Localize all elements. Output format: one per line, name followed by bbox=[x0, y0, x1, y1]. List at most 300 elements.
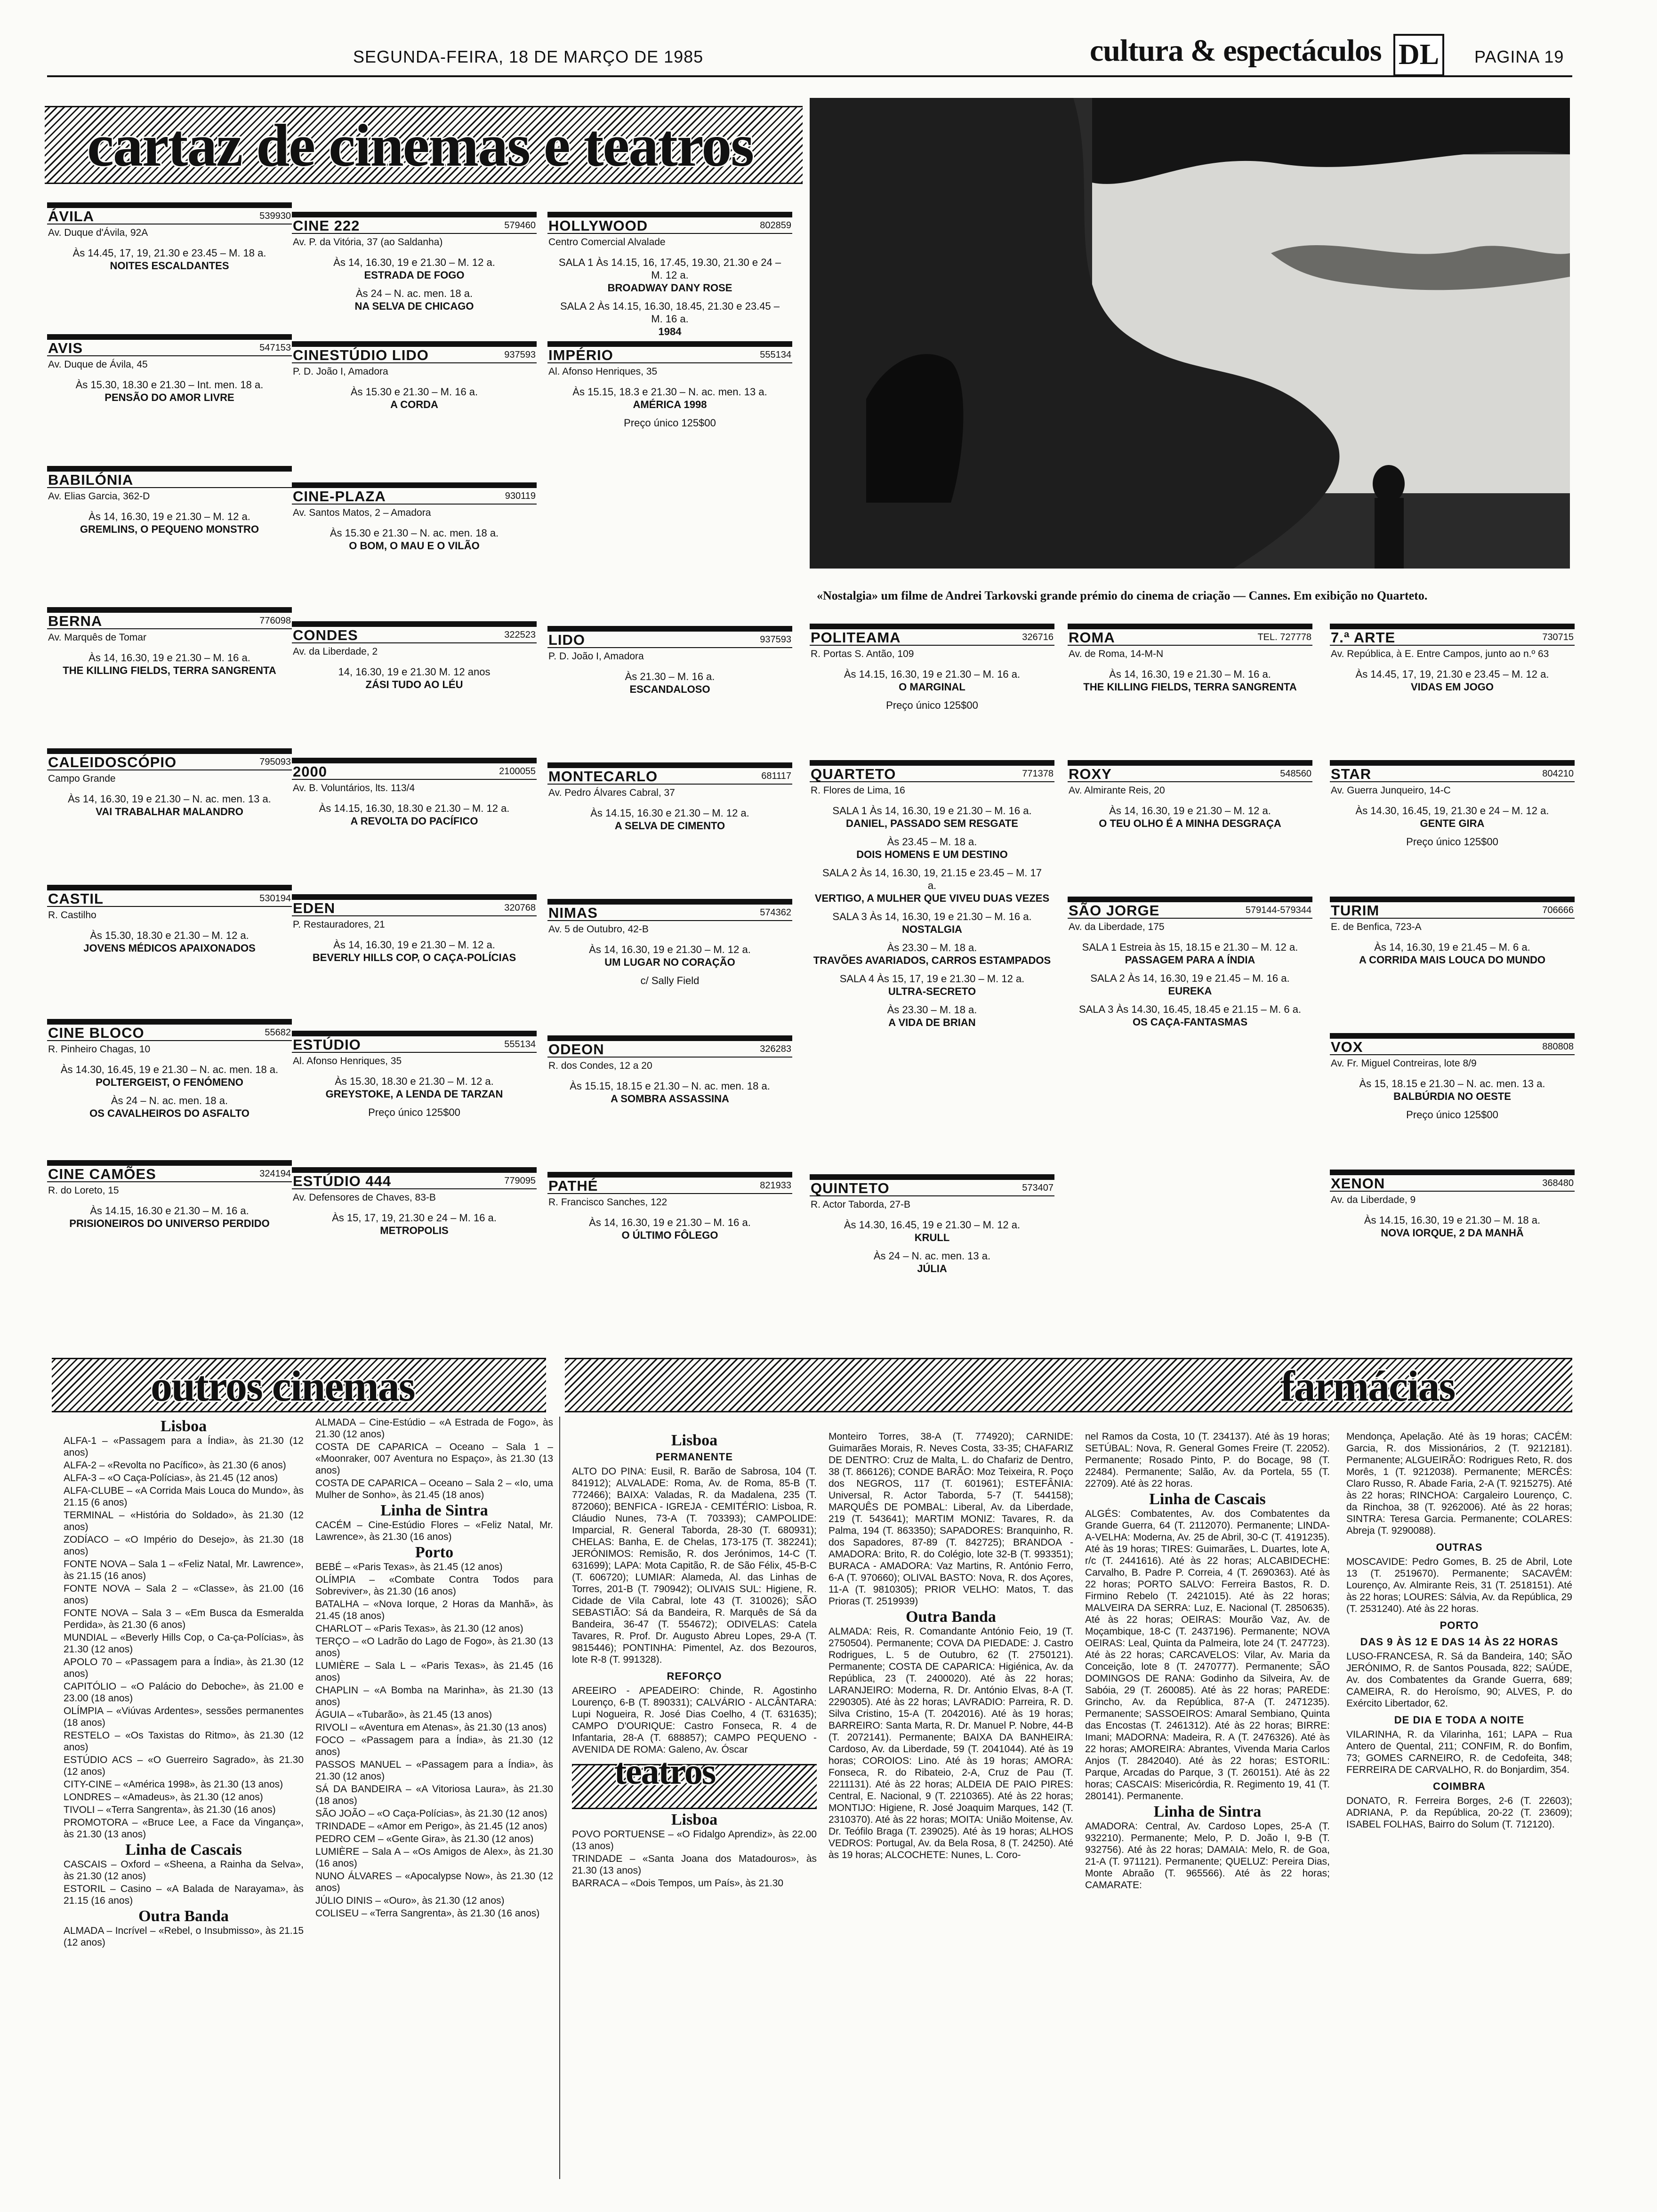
cinema-listing bbox=[47, 748, 292, 818]
film-title: OS CAVALHEIROS DO ASFALTO bbox=[89, 1107, 249, 1119]
film-title: POLTERGEIST, O FENÓMENO bbox=[96, 1076, 243, 1088]
film-title: TRAVÕES AVARIADOS, CARROS ESTAMPADOS bbox=[813, 954, 1051, 966]
film-title: JOVENS MÉDICOS APAIXONADOS bbox=[83, 942, 256, 954]
cinema-phone: 795093 bbox=[259, 757, 291, 767]
listing-entry: TIVOLI – «Terra Sangrenta», às 21.30 (16 anos) bbox=[64, 1804, 276, 1815]
farmacias-col-1 bbox=[572, 1431, 817, 1890]
listing-entry: TRINDADE – «Amor em Perigo», às 21.45 (12 anos) bbox=[315, 1821, 547, 1832]
cinema-address: R. Flores de Lima, 16 bbox=[811, 785, 905, 796]
cinema-header bbox=[1330, 1175, 1575, 1192]
film-title: UM LUGAR NO CORAÇÃO bbox=[604, 956, 735, 968]
region-heading: Lisboa bbox=[160, 1418, 207, 1435]
film-title: 1984 bbox=[658, 326, 682, 337]
listing-entry: FONTE NOVA – Sala 2 – «Classe», às 21.00 (16 anos) bbox=[64, 1583, 304, 1606]
listing-rule bbox=[47, 202, 292, 208]
cinema-address: Av. Defensores de Chaves, 83-B bbox=[293, 1192, 436, 1203]
header-date: SEGUNDA-FEIRA, 18 DE MARÇO DE 1985 bbox=[353, 47, 704, 66]
listing-entry: nel Ramos da Costa, 10 (T. 234137). Até às 19 horas; SETÚBAL: Nova, R. General Gomes Freire (T. 22052). Permanente; Rosado Pinto, P. do Bocage, 98 (T. 22484). Permanente; Salão, Av. da Portela, 55 (T. 22709). Até às 22 horas. bbox=[1085, 1431, 1330, 1489]
subsection-heading: PORTO bbox=[1440, 1619, 1479, 1631]
outros-banner bbox=[52, 1358, 546, 1412]
showtimes: Às 23.30 – M. 18 a. bbox=[887, 942, 977, 954]
cinema-name: ÁVILA bbox=[48, 208, 94, 224]
listing-entry: BARRACA – «Dois Tempos, um País», às 21.30 bbox=[572, 1878, 783, 1889]
showtimes: Às 15.30, 18.30 e 21.30 – Int. men. 18 a. bbox=[75, 379, 264, 391]
listing-entry: ZODÍACO – «O Império do Desejo», às 21.30 (18 anos) bbox=[64, 1534, 304, 1557]
showtimes: Às 14.45, 17, 19, 21.30 e 23.45 – M. 18 a. bbox=[72, 247, 266, 259]
cinema-address: Av. Santos Matos, 2 – Amadora bbox=[293, 507, 431, 518]
listing-rule bbox=[1330, 624, 1575, 629]
showtimes: Às 14, 16.30, 19 e 21.45 – M. 6 a. bbox=[1374, 941, 1530, 953]
listing-rule bbox=[810, 624, 1054, 629]
cinema-phone: 804210 bbox=[1542, 769, 1574, 779]
film-title: GREYSTOKE, A LENDA DE TARZAN bbox=[325, 1088, 503, 1100]
film-title: BEVERLY HILLS COP, O CAÇA-POLÍCIAS bbox=[312, 952, 516, 963]
showtimes: Às 14, 16.30, 19 e 21.30 – M. 12 a. bbox=[333, 939, 495, 951]
film-title: VERTIGO, A MULHER QUE VIVEU DUAS VEZES bbox=[814, 892, 1050, 904]
cinema-name: PATHÉ bbox=[548, 1178, 598, 1194]
listing-entry: Mendonça, Apelação. Até às 19 horas; CACÉM: Garcia, R. dos Missionários, 2 (T. 9212181). Permanente; ALGUEIRÃO: Rodrigues Reto, R. dos Morês, 1 (T. 9212038). Permanente; MERCÊS: Claro Russo, R. Abade Faria, 2-A (T. 9215275). Até às 22 horas; RINCHOA: Cargaleiro Lourenço, C. da Rinchoa, 38 (T. 9262006). Até às 22 horas; SINTRA: Teresa Garcia. Permanente; COLARES: Abreja (T. 9290088). bbox=[1346, 1431, 1572, 1536]
listing-entry: ALMADA: Reis, R. Comandante António Feio, 19 (T. 2750504). Permanente; COVA DA PIEDADE: J. Castro Rodrigues, L. 5 de Outubro, 62 (T. 2750121). Permanente; COSTA DE CAPARICA: Higiénica, Av. da República, 23 (T. 2400020). Até às 22 horas; LARANJEIRO: Moderna, R. Dr. António Elvas, 8-A (T. 2290305). Até às 22 horas; LAVRADIO: Parreira, R. D. Silva Cristino, 15-A (T. 2042016). Até às 19 horas; BARREIRO: Santa Marta, R. Dr. Manuel P. Nobre, 44-B (T. 2072141). Permanente; BAIXA DA BANHEIRA: Cardoso, Av. da Liberdade, 59 (T. 2041044). Até às 19 horas; COROIOS: Lino. Até às 19 horas; AMORA: Fonseca, R. do Ribateio, 2-A, Cruz de Pau (T. 2211131). Até às 22 horas; ALDEIA DE PAIO PIRES: Central, E. Nacional, 9 (T. 2210365). Até às 22 horas; MONTIJO: Higiene, R. José Joaquim Marques, 142 (T. 2310370). Até às 22 horas; MOITA: União Moitense, Av. Dr. Teófilo Braga (T. 239025). Até às 19 horas; ALHOS VEDROS: Portugal, Av. da Bela Rosa, 8 (T. 24250). Até às 19 horas; ALCOCHETE: Nunes, L. Coro- bbox=[828, 1626, 1073, 1860]
showtimes: Às 15.30 e 21.30 – M. 16 a. bbox=[350, 386, 478, 398]
region-heading: Linha de Sintra bbox=[1153, 1803, 1262, 1820]
cinema-header bbox=[292, 900, 537, 916]
cinema-header bbox=[1068, 766, 1312, 782]
cinema-listing bbox=[292, 341, 537, 411]
showtimes: Às 14, 16.30, 19 e 21.30 – M. 12 a. bbox=[1109, 805, 1271, 817]
cinema-header bbox=[47, 208, 292, 224]
listing-rule bbox=[810, 1174, 1054, 1180]
showtimes: Às 24 – N. ac. men. 13 a. bbox=[873, 1250, 991, 1262]
film-title: A SELVA DE CIMENTO bbox=[614, 820, 725, 832]
film-title: OS CAÇA-FANTASMAS bbox=[1132, 1016, 1248, 1028]
cinema-listing bbox=[1330, 1170, 1575, 1239]
listing-entry: AMADORA: Central, Av. Cardoso Lopes, 25-A (T. 932210). Permanente; Melo, P. D. João I, 9-B (T. 932756). Até às 22 horas; DAMAIA: Melo, R. de Goa, 21-A (T. 971121). Permanente; QUELUZ: Pereira Dias, Monte Abraão (T. 965566). Até às 22 horas; CAMARATE: bbox=[1085, 1821, 1330, 1891]
cinema-phone: 776098 bbox=[259, 616, 291, 626]
showtimes: SALA 4 Às 15, 17, 19 e 21.30 – M. 12 a. bbox=[839, 973, 1025, 985]
cinema-header bbox=[547, 1041, 792, 1058]
cinema-listing bbox=[292, 212, 537, 313]
cinema-header bbox=[292, 488, 537, 505]
cinema-name: QUINTETO bbox=[811, 1180, 890, 1196]
showtimes: SALA 1 Estreia às 15, 18.15 e 21.30 – M. 12 a. bbox=[1082, 941, 1298, 953]
subsection-heading: DAS 9 ÀS 12 E DAS 14 ÀS 22 HORAS bbox=[1360, 1636, 1559, 1648]
cinema-phone: 55682 bbox=[265, 1027, 291, 1038]
listing-rule bbox=[292, 1031, 537, 1036]
listing-entry: ALFA-2 – «Revolta no Pacífico», às 21.30 (6 anos) bbox=[64, 1460, 286, 1471]
film-title: VAI TRABALHAR MALANDRO bbox=[96, 806, 243, 817]
cinema-phone: 530194 bbox=[259, 893, 291, 904]
cinema-name: CINE 222 bbox=[293, 217, 360, 234]
cinema-phone: 880808 bbox=[1542, 1042, 1574, 1052]
showtimes: Às 14.45, 17, 19, 21.30 e 23.45 – M. 12 a. bbox=[1355, 668, 1549, 680]
showtimes: Às 15.30 e 21.30 – N. ac. men. 18 a. bbox=[330, 527, 499, 539]
outros-col-1 bbox=[64, 1417, 304, 1949]
showtimes: Às 15, 18.15 e 21.30 – N. ac. men. 13 a. bbox=[1359, 1078, 1545, 1090]
section-title: cultura & espectáculos bbox=[1090, 33, 1382, 68]
showtimes: Às 14, 16.30, 19 e 21.30 – M. 12 a. bbox=[589, 944, 751, 955]
region-heading: Lisboa bbox=[671, 1432, 718, 1449]
cinema-name: ROXY bbox=[1069, 766, 1112, 782]
cinema-phone: 574362 bbox=[760, 907, 791, 918]
listing-entry: CAPITÓLIO – «O Palácio do Deboche», às 21.00 e 23.00 (18 anos) bbox=[64, 1681, 304, 1704]
showtimes: Às 14.30, 16.45, 19 e 21.30 – M. 12 a. bbox=[844, 1219, 1021, 1231]
film-title: GENTE GIRA bbox=[1420, 817, 1485, 829]
film-title: THE KILLING FIELDS, TERRA SANGRENTA bbox=[63, 665, 276, 676]
photo-caption: «Nostalgia» um filme de Andrei Tarkovski grande prémio do cinema de criação — Cannes. Em exibição no Quarteto. bbox=[817, 589, 1428, 602]
cinema-address: Al. Afonso Henriques, 35 bbox=[293, 1056, 402, 1066]
listing-rule bbox=[1068, 624, 1312, 629]
cinema-phone: 771378 bbox=[1022, 769, 1054, 779]
cinema-name: EDEN bbox=[293, 900, 336, 916]
cinema-address: R. Actor Taborda, 27-B bbox=[811, 1199, 911, 1210]
cinema-header bbox=[292, 347, 537, 363]
cinema-header bbox=[47, 472, 292, 488]
cinema-address: Av. da Liberdade, 175 bbox=[1069, 922, 1165, 932]
listing-rule bbox=[547, 1035, 792, 1041]
showtimes: Às 14, 16.30, 19 e 21.30 – M. 16 a. bbox=[589, 1217, 751, 1228]
cinema-name: NIMAS bbox=[548, 905, 598, 921]
listing-entry: Monteiro Torres, 38-A (T. 774920); CARNIDE: Guimarães Morais, R. Neves Costa, 33-35; CHAFARIZ DE DENTRO: Cruz de Malta, L. do Chafariz de Dentro, 38 (T. 866126); CONDE BARÃO: Moz Teixeira, R. Poço dos NEGROS, 117 (T. 601961); ESTEFÂNIA: Universal, R. Actor Taborda, 5-7 (T. 544158); MARQUÊS DE POMBAL: Liberal, Av. da Liberdade, 219 (T. 543641); MARTIM MONIZ: Tavares, R. da Palma, 194 (T. 863350); SAPADORES: Branquinho, R. dos Sapadores, 87-89 (T. 842725); BRANDOA - AMADORA: Brito, R. do Colégio, lote 32-B (T. 993351); BURACA - AMADORA: Vaz Martins, R. António Ferro, 6-A (T. 970660); OLIVAL BASTO: Nova, R. dos Açores, 11-A (T. 9810305); PRIOR VELHO: Matos, T. das Prioras (T. 2519939) bbox=[828, 1431, 1073, 1607]
film-title: BROADWAY DANY ROSE bbox=[607, 282, 732, 294]
listing-rule bbox=[1330, 1170, 1575, 1175]
listing-rule bbox=[47, 607, 292, 613]
film-title: EUREKA bbox=[1168, 985, 1212, 997]
nostalgia-photo-svg bbox=[810, 98, 1570, 569]
cinema-address: Av. B. Voluntários, lts. 113/4 bbox=[293, 783, 415, 793]
cinema-listing bbox=[292, 621, 537, 691]
listing-rule bbox=[47, 334, 292, 340]
film-title: NOSTALGIA bbox=[902, 923, 962, 935]
cinema-phone: TEL. 727778 bbox=[1257, 632, 1311, 642]
showtimes: Às 14, 16.30, 19 e 21.30 – M. 12 a. bbox=[333, 256, 495, 268]
cinema-listing bbox=[1330, 624, 1575, 693]
cinema-name: CALEIDOSCÓPIO bbox=[48, 754, 177, 770]
cinema-listing bbox=[547, 899, 792, 987]
cinema-address: Av. República, à E. Entre Campos, junto ao n.º 63 bbox=[1331, 649, 1549, 659]
teatros-banner-title: teatros bbox=[614, 1751, 716, 1792]
listing-entry: CASCAIS – Oxford – «Sheena, a Rainha da Selva», às 21.30 (12 anos) bbox=[64, 1859, 304, 1882]
cinema-header bbox=[47, 1166, 292, 1182]
listing-entry: BEBÉ – «Paris Texas», às 21.45 (12 anos) bbox=[315, 1562, 503, 1572]
listing-entry: LUMIÈRE – Sala A – «Os Amigos de Alex», às 21.30 (16 anos) bbox=[315, 1846, 553, 1869]
cinema-header bbox=[1330, 629, 1575, 646]
film-title: ULTRA-SECRETO bbox=[888, 986, 976, 997]
cartaz-banner-title: cartaz de cinemas e teatros bbox=[87, 112, 754, 179]
cinema-phone: 779095 bbox=[504, 1176, 536, 1186]
farmacias-banner-title: farmácias bbox=[1280, 1362, 1455, 1410]
subsection-heading: REFORÇO bbox=[667, 1670, 722, 1682]
cinema-listing bbox=[292, 758, 537, 827]
cinema-phone: 579144-579344 bbox=[1245, 905, 1311, 915]
region-heading: Linha de Sintra bbox=[380, 1502, 488, 1519]
cinema-header bbox=[47, 1025, 292, 1041]
listing-entry: OLÍMPIA – «Combate Contra Todos para Sobreviver», às 21.30 (16 anos) bbox=[315, 1574, 553, 1597]
listing-rule bbox=[1330, 897, 1575, 902]
listing-entry: RIVOLI – «Aventura em Atenas», às 21.30 (13 anos) bbox=[315, 1722, 547, 1733]
film-title: O ÚLTIMO FÔLEGO bbox=[621, 1229, 718, 1241]
cinema-address: Av. P. da Vitória, 37 (ao Saldanha) bbox=[293, 237, 443, 248]
listing-entry: ALFA-3 – «O Caça-Polícias», às 21.45 (12 anos) bbox=[64, 1473, 278, 1483]
listing-rule bbox=[47, 1160, 292, 1166]
film-title: O BOM, O MAU E O VILÃO bbox=[349, 540, 480, 552]
listing-entry: VILARINHA, R. da Vilarinha, 161; LAPA – Rua Antero de Quental, 211; CONFIM, R. do Bonfim, 73; GOMES CARNEIRO, R. de Cedofeita, 348; FERREIRA DE CARVALHO, R. do Bonjardim, 354. bbox=[1346, 1729, 1572, 1775]
listing-entry: MUNDIAL – «Beverly Hills Cop, o Ca-ça-Polícias», às 21.30 (12 anos) bbox=[64, 1632, 304, 1655]
film-title: O MARGINAL bbox=[899, 681, 965, 693]
cinema-listing bbox=[47, 202, 292, 272]
listing-entry: RESTELO – «Os Taxistas do Ritmo», às 21.30 (12 anos) bbox=[64, 1730, 304, 1753]
listing-rule bbox=[1068, 897, 1312, 902]
outros-col-2 bbox=[315, 1417, 553, 1920]
cinema-header bbox=[47, 754, 292, 770]
subsection-heading: PERMANENTE bbox=[655, 1451, 733, 1463]
cinema-header bbox=[47, 613, 292, 629]
cinema-name: 7.ª ARTE bbox=[1331, 629, 1396, 646]
film-title: PENSÃO DO AMOR LIVRE bbox=[105, 392, 234, 403]
cinema-phone: 555134 bbox=[760, 350, 791, 360]
cinema-address: R. do Loreto, 15 bbox=[48, 1185, 119, 1196]
cinema-address: E. de Benfica, 723-A bbox=[1331, 922, 1422, 932]
listing-entry: SÁ DA BANDEIRA – «A Vitoriosa Laura», às 21.30 (18 anos) bbox=[315, 1784, 553, 1806]
listing-rule bbox=[1330, 760, 1575, 766]
cinema-phone: 322523 bbox=[504, 630, 536, 640]
listing-rule bbox=[547, 212, 792, 217]
listing-rule bbox=[547, 626, 792, 632]
listing-rule bbox=[547, 762, 792, 768]
film-title: NA SELVA DE CHICAGO bbox=[354, 300, 474, 312]
film-title: AMÉRICA 1998 bbox=[633, 399, 707, 410]
listing-entry: ESTORIL – Casino – «A Balada de Narayama», às 21.15 (16 anos) bbox=[64, 1883, 304, 1906]
film-title: NOVA IORQUE, 2 DA MANHÃ bbox=[1381, 1227, 1524, 1239]
cinema-name: BERNA bbox=[48, 613, 103, 629]
cinema-name: AVIS bbox=[48, 340, 83, 356]
outros-banner-title: outros cinemas bbox=[151, 1362, 415, 1410]
cinema-phone: 555134 bbox=[504, 1039, 536, 1050]
showtimes: Às 15.30, 18.30 e 21.30 – M. 12 a. bbox=[90, 930, 249, 941]
film-title: VIDAS EM JOGO bbox=[1410, 681, 1494, 693]
showtimes: Às 14.30, 16.45, 19, 21.30 e 24 – M. 12 a. bbox=[1355, 805, 1549, 817]
listing-rule bbox=[47, 466, 292, 472]
listing-entry: ALFA-1 – «Passagem para a Índia», às 21.30 (12 anos) bbox=[64, 1435, 304, 1458]
showtimes: Às 14.15, 16.30, 18.30 e 21.30 – M. 12 a. bbox=[319, 802, 510, 814]
cinema-name: CINE-PLAZA bbox=[293, 488, 386, 505]
showtimes: Às 24 – N. ac. men. 18 a. bbox=[111, 1095, 228, 1106]
film-title: METROPOLIS bbox=[380, 1225, 449, 1236]
cinema-listing bbox=[810, 1174, 1054, 1275]
listing-entry: TERMINAL – «História do Soldado», às 21.30 (12 anos) bbox=[64, 1510, 304, 1532]
cinema-phone: 802859 bbox=[760, 220, 791, 231]
cinema-listing bbox=[47, 1019, 292, 1120]
farmacias-col-4 bbox=[1346, 1431, 1572, 1831]
film-title: NOITES ESCALDANTES bbox=[110, 260, 229, 272]
subsection-heading: COIMBRA bbox=[1432, 1780, 1486, 1792]
listing-entry: FOCO – «Passagem para a Índia», às 21.30 (12 anos) bbox=[315, 1735, 553, 1757]
listing-entry: AREEIRO - APEADEIRO: Chinde, R. Agostinho Lourenço, 6-B (T. 890331); CALVÁRIO - ALCÂNTARA: Lupi Nogueira, R. José Dias Coelho, 4 (T. 631635); CAMPO D'OURIQUE: Castro Fonseca, R. 4 de Infantaria, 28-A (T. 688857); CAMPO PEQUENO - AVENIDA DE ROMA: Galeno, Av. Óscar bbox=[572, 1685, 817, 1755]
listing-entry: CHAPLIN – «A Bomba na Marinha», às 21.30 (13 anos) bbox=[315, 1685, 553, 1707]
cinema-address: Av. Almirante Reis, 20 bbox=[1069, 785, 1165, 796]
listing-entry: ALFA-CLUBE – «A Corrida Mais Louca do Mundo», às 21.15 (6 anos) bbox=[64, 1485, 304, 1508]
showtimes: Às 21.30 – M. 16 a. bbox=[625, 671, 715, 682]
cinema-header bbox=[292, 763, 537, 780]
film-title: THE KILLING FIELDS, TERRA SANGRENTA bbox=[1083, 681, 1297, 693]
film-title: ESTRADA DE FOGO bbox=[364, 269, 465, 281]
cinema-name: IMPÉRIO bbox=[548, 347, 613, 363]
cinema-address: Av. Marquês de Tomar bbox=[48, 632, 146, 643]
listing-rule bbox=[292, 212, 537, 217]
cinema-header bbox=[292, 627, 537, 643]
listing-entry: PASSOS MANUEL – «Passagem para a Índia», às 21.30 (12 anos) bbox=[315, 1759, 553, 1782]
cinema-address: R. Portas S. Antão, 109 bbox=[811, 649, 914, 659]
cinema-listing bbox=[47, 1160, 292, 1230]
film-title: ZÁSI TUDO AO LÉU bbox=[365, 679, 463, 690]
cinema-phone: 706666 bbox=[1542, 905, 1574, 915]
showtimes: Às 14, 16.30, 19 e 21.30 – M. 16 a. bbox=[88, 652, 250, 664]
cinema-address: Av. Guerra Junqueiro, 14-C bbox=[1331, 785, 1451, 796]
column-rule bbox=[559, 1417, 560, 2179]
cinema-name: CINE BLOCO bbox=[48, 1025, 145, 1041]
region-heading: Outra Banda bbox=[138, 1907, 229, 1925]
cinema-header bbox=[547, 905, 792, 921]
cinema-listing bbox=[547, 762, 792, 832]
showtimes: Preço único 125$00 bbox=[1406, 836, 1498, 848]
cinema-address: Av. de Roma, 14-M-N bbox=[1069, 649, 1164, 659]
cinema-phone: 320768 bbox=[504, 903, 536, 913]
cinema-header bbox=[547, 1178, 792, 1194]
showtimes: Às 23.30 – M. 18 a. bbox=[887, 1004, 977, 1016]
cinema-address: P. D. João I, Amadora bbox=[548, 651, 644, 662]
cinema-name: SÃO JORGE bbox=[1069, 902, 1160, 919]
cinema-header bbox=[1330, 766, 1575, 782]
cinema-address: Av. Duque d'Ávila, 92A bbox=[48, 227, 148, 238]
cinema-phone: 579460 bbox=[504, 220, 536, 231]
listing-entry: FONTE NOVA – Sala 3 – «Em Busca da Esmeralda Perdida», às 21.30 (6 anos) bbox=[64, 1608, 304, 1630]
listing-entry: LUSO-FRANCESA, R. Sá da Bandeira, 140; SÃO JERÓNIMO, R. de Santos Pousada, 822; SAÚDE, Av. dos Combatentes da Grande Guerra, 689; CAMEIRA, R. do Heroísmo, 90; ALVES, P. do Exército Libertador, 62. bbox=[1346, 1651, 1572, 1709]
film-title: ESCANDALOSO bbox=[629, 683, 710, 695]
cinema-listing bbox=[1330, 1033, 1575, 1121]
listing-entry: ESTÚDIO ACS – «O Guerreiro Sagrado», às 21.30 (12 anos) bbox=[64, 1755, 304, 1777]
cinema-phone: 930119 bbox=[505, 491, 536, 501]
cinema-name: ESTÚDIO 444 bbox=[293, 1173, 392, 1189]
cinema-header bbox=[810, 629, 1054, 646]
listing-entry: APOLO 70 – «Passagem para a Índia», às 21.30 (12 anos) bbox=[64, 1657, 304, 1679]
cinema-listing bbox=[810, 760, 1054, 1029]
cinema-listing bbox=[547, 626, 792, 696]
listing-rule bbox=[292, 894, 537, 900]
cinema-name: POLITEAMA bbox=[811, 629, 901, 646]
listing-entry: CACÉM – Cine-Estúdio Flores – «Feliz Natal, Mr. Lawrence», às 21.30 (16 anos) bbox=[315, 1520, 553, 1542]
cinema-listing bbox=[47, 466, 292, 536]
listing-rule bbox=[547, 1172, 792, 1178]
cinema-name: HOLLYWOOD bbox=[548, 217, 648, 234]
cinema-listing bbox=[1068, 760, 1312, 830]
newspaper-logo: DL bbox=[1393, 34, 1444, 76]
cinema-phone: 326283 bbox=[760, 1044, 791, 1054]
page-number: PAGINA 19 bbox=[1474, 47, 1564, 66]
region-heading: Linha de Cascais bbox=[1149, 1491, 1266, 1508]
cinema-phone: 573407 bbox=[1022, 1183, 1054, 1193]
listing-entry: ALMADA – Incrível – «Rebel, o Insubmisso», às 21.15 (12 anos) bbox=[64, 1925, 304, 1948]
film-title: KRULL bbox=[914, 1232, 950, 1243]
cinema-listing bbox=[292, 894, 537, 964]
listing-rule bbox=[810, 760, 1054, 766]
film-title: PRISIONEIROS DO UNIVERSO PERDIDO bbox=[69, 1218, 270, 1229]
film-title: DANIEL, PASSADO SEM RESGATE bbox=[846, 817, 1018, 829]
cinema-name: CINE CAMÕES bbox=[48, 1166, 156, 1182]
listing-rule bbox=[547, 341, 792, 347]
listing-entry: CHARLOT – «Paris Texas», às 21.30 (12 anos) bbox=[315, 1623, 523, 1634]
cinema-name: VOX bbox=[1331, 1039, 1363, 1055]
listing-rule bbox=[292, 1167, 537, 1173]
listing-entry: NUNO ÁLVARES – «Apocalypse Now», às 21.30 (12 anos) bbox=[315, 1871, 553, 1893]
cinema-name: BABILÓNIA bbox=[48, 472, 134, 488]
cinema-name: ESTÚDIO bbox=[293, 1036, 361, 1053]
cartaz-banner bbox=[45, 106, 803, 184]
showtimes: Às 14.15, 16.30, 19 e 21.30 – M. 16 a. bbox=[844, 668, 1021, 680]
showtimes: SALA 2 Às 14.15, 16.30, 18.45, 21.30 e 23.45 – M. 16 a. bbox=[560, 300, 780, 325]
film-title: DOIS HOMENS E UM DESTINO bbox=[856, 849, 1008, 860]
cinema-header bbox=[1068, 902, 1312, 919]
header-rule bbox=[47, 75, 1572, 77]
film-title: A SOMBRA ASSASSINA bbox=[611, 1093, 729, 1105]
cinema-header bbox=[547, 632, 792, 648]
cinema-header bbox=[292, 217, 537, 234]
cinema-name: LIDO bbox=[548, 632, 586, 648]
cinema-phone: 730715 bbox=[1542, 632, 1574, 642]
cinema-listing bbox=[547, 1035, 792, 1105]
film-title: JÚLIA bbox=[917, 1263, 947, 1274]
film-title: O TEU OLHO É A MINHA DESGRAÇA bbox=[1099, 817, 1281, 829]
cinema-address: Av. Pedro Álvares Cabral, 37 bbox=[548, 787, 675, 798]
cinema-address: Av. da Liberdade, 2 bbox=[293, 646, 378, 657]
showtimes: Às 14.15, 16.30 e 21.30 – M. 16 a. bbox=[90, 1205, 249, 1217]
cinema-header bbox=[47, 340, 292, 356]
cinema-listing bbox=[547, 212, 792, 338]
showtimes: c/ Sally Field bbox=[640, 975, 700, 986]
listing-entry: TRINDADE – «Santa Joana dos Matadouros», às 21.30 (13 anos) bbox=[572, 1853, 817, 1876]
cinema-address: Centro Comercial Alvalade bbox=[548, 237, 666, 248]
showtimes: SALA 3 Às 14, 16.30, 19 e 21.30 – M. 16 a. bbox=[832, 911, 1032, 922]
showtimes: Às 15.15, 18.15 e 21.30 – N. ac. men. 18 a. bbox=[570, 1080, 770, 1092]
cinema-phone: 539930 bbox=[259, 211, 291, 221]
showtimes: Às 14.30, 16.45, 19 e 21.30 – N. ac. men. 18 a. bbox=[60, 1064, 279, 1075]
listing-entry: MOSCAVIDE: Pedro Gomes, B. 25 de Abril, Lote 13 (T. 2519670). Permanente; SACAVÉM: Lourenço, Av. Almirante Reis, 31 (T. 2518151). Até às 22 horas; LOURES: Sálvia, Av. da República, 29 (T. 2531240). Até às 22 horas. bbox=[1346, 1556, 1572, 1614]
farmacias-banner bbox=[565, 1358, 1572, 1412]
cinema-name: 2000 bbox=[293, 763, 327, 780]
showtimes: SALA 3 Às 14.30, 16.45, 18.45 e 21.15 – M. 6 a. bbox=[1078, 1003, 1302, 1015]
listing-rule bbox=[47, 1019, 292, 1025]
cinema-listing bbox=[292, 482, 537, 552]
showtimes: SALA 2 Às 14, 16.30, 19 e 21.45 – M. 16 a. bbox=[1090, 972, 1290, 984]
listing-entry: CITY-CINE – «América 1998», às 21.30 (13 anos) bbox=[64, 1779, 283, 1790]
subsection-heading: OUTRAS bbox=[1436, 1541, 1483, 1553]
listing-entry: TERÇO – «O Ladrão do Lago de Fogo», às 21.30 (13 anos) bbox=[315, 1636, 553, 1659]
showtimes: SALA 2 Às 14, 16.30, 19, 21.15 e 23.45 – M. 17 a. bbox=[822, 867, 1042, 891]
film-title: GREMLINS, O PEQUENO MONSTRO bbox=[80, 523, 259, 535]
cinema-listing bbox=[1068, 624, 1312, 693]
listing-rule bbox=[292, 341, 537, 347]
cinema-address: Al. Afonso Henriques, 35 bbox=[548, 366, 658, 377]
listing-rule bbox=[1068, 760, 1312, 766]
cinema-header bbox=[292, 1036, 537, 1053]
listing-rule bbox=[47, 748, 292, 754]
showtimes: Às 14, 16.30, 19 e 21.30 – M. 12 a. bbox=[88, 511, 250, 522]
showtimes: Às 15.30, 18.30 e 21.30 – M. 12 a. bbox=[335, 1075, 494, 1087]
cinema-listing bbox=[47, 607, 292, 677]
cinema-header bbox=[547, 217, 792, 234]
cinema-listing bbox=[47, 334, 292, 404]
listing-rule bbox=[292, 758, 537, 763]
cinema-listing bbox=[1330, 760, 1575, 848]
cinema-name: CONDES bbox=[293, 627, 358, 643]
